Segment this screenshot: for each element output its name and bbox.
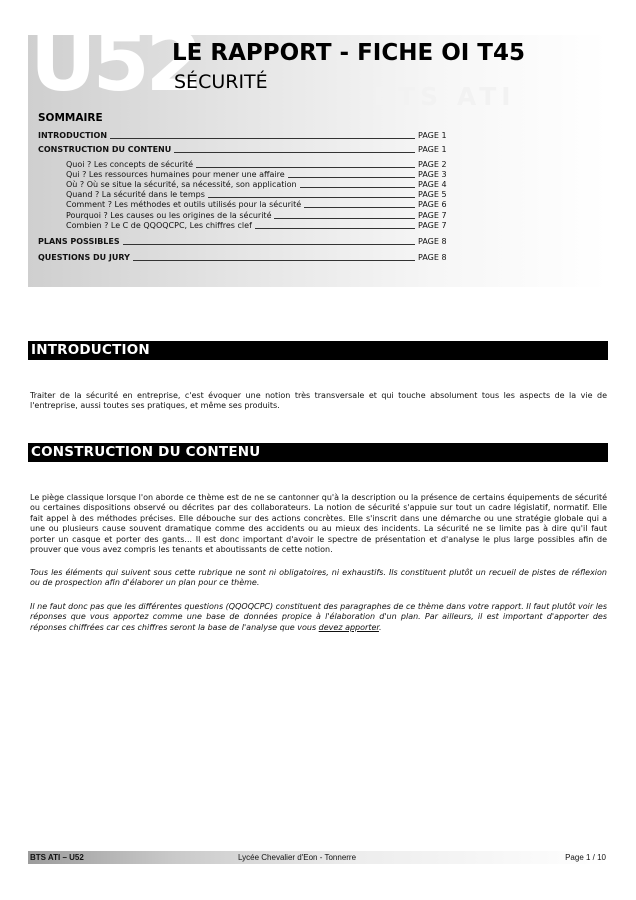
footer-page-number: Page 1 / 10 [565, 853, 606, 862]
toc-entry-page: PAGE 3 [418, 169, 447, 179]
toc-leader [288, 177, 415, 178]
toc-entry-label: Combien ? Le C de QQOQCPC, Les chiffres clef [66, 220, 252, 230]
toc-entry-label: INTRODUCTION [38, 131, 108, 141]
bts-watermark: BTS ATI [374, 82, 516, 111]
toc-entry-quoi[interactable] [38, 158, 458, 168]
toc-entry-introduction[interactable] [38, 130, 458, 140]
introduction-text: Traiter de la sécurité en entreprise, c'est évoquer une notion très transversale et qui touche absolument tous les aspects de la vie de l'entreprise, aussi toutes ses pratiques, et même ses produits. [30, 391, 607, 411]
toc-entry-page: PAGE 8 [418, 236, 447, 246]
toc-leader [208, 197, 415, 198]
toc-entry-page: PAGE 1 [418, 145, 447, 155]
toc-entry-label: QUESTIONS DU JURY [38, 253, 130, 263]
page-footer [28, 851, 608, 864]
construction-paragraph-2: Tous les éléments qui suivent sous cette rubrique ne sont ni obligatoires, ni exhaustifs. Ils constituent plutôt un recueil de pistes de réflexion ou de prospection afin d'élaborer un plan pour ce thème. [30, 568, 607, 588]
toc-entry-qui[interactable] [38, 169, 458, 179]
toc-entry-questions[interactable] [38, 252, 458, 262]
toc-entry-ou[interactable] [38, 179, 458, 189]
toc-entry-page: PAGE 6 [418, 200, 447, 210]
toc-leader [133, 260, 415, 261]
toc-entry-comment[interactable] [38, 199, 458, 209]
toc-entry-label: CONSTRUCTION DU CONTENU [38, 145, 172, 155]
sommaire-title: SOMMAIRE [38, 112, 103, 124]
toc-entry-plans[interactable] [38, 236, 458, 246]
document-subtitle: SÉCURITÉ [174, 71, 268, 93]
toc-leader [196, 167, 415, 168]
toc-entry-label: Quoi ? Les concepts de sécurité [66, 159, 194, 169]
toc-leader [304, 207, 415, 208]
toc-entry-label: Pourquoi ? Les causes ou les origines de la sécurité [66, 210, 272, 220]
toc-leader [274, 218, 415, 219]
toc-entry-label: PLANS POSSIBLES [38, 236, 120, 246]
construction-paragraph-3 [30, 602, 607, 633]
toc-leader [255, 228, 415, 229]
unit-code: U52 [30, 15, 199, 110]
toc-entry-page: PAGE 2 [418, 159, 447, 169]
paragraph-3-text: Il ne faut donc pas que les différentes questions (QQOQCPC) constituent des paragraphes de ce thème dans votre rapport. Il faut plutôt voir les réponses que vous apportez comme une base de données propice à l'élaboration d'un plan. Par ailleurs, il est important d'apporter des réponses chiffrées car ces chiffres seront la base de l'analyse que vous [30, 602, 607, 632]
toc-leader [123, 244, 415, 245]
toc-entry-quand[interactable] [38, 189, 458, 199]
toc-leader [300, 187, 415, 188]
toc-entry-page: PAGE 1 [418, 131, 447, 141]
toc-entry-pourquoi[interactable] [38, 209, 458, 219]
toc-entry-label: Où ? Où se situe la sécurité, sa nécessité, son application [66, 179, 297, 189]
toc-leader [110, 138, 415, 139]
construction-heading: CONSTRUCTION DU CONTENU [28, 443, 608, 462]
paragraph-3-end: . [378, 622, 382, 632]
toc-entry-construction[interactable] [38, 144, 458, 154]
toc-entry-label: Comment ? Les méthodes et outils utilisés pour la sécurité [66, 200, 302, 210]
footer-left: BTS ATI – U52 [30, 853, 84, 862]
construction-paragraph-1: Le piège classique lorsque l'on aborde ce thème est de ne se cantonner qu'à la description ou la présence de certains équipements de sécurité ou certaines dispositions observé ou décrites par des collaborateurs. La notion de sécurité s'appuie sur tout un cadre législatif, normatif. Elle fait appel à des méthodes précises. Elle débouche sur des actions concrètes. Elle s'inscrit dans une démarche ou une stratégie globale qui a une ou plusieurs cause souvent dramatique comme des accidents ou au mieux des incidents. La sécurité ne se limite pas à dire qu'il faut porter un casque et porter des gants... Il est donc important d'avoir le spectre de présentation et d'analyse le plus large possibles afin de prouver que vous avez compris les tenants et aboutissants de cette notion. [30, 493, 607, 555]
toc-entry-label: Quand ? La sécurité dans le temps [66, 190, 205, 200]
toc-entry-page: PAGE 7 [418, 220, 447, 230]
table-of-contents [38, 130, 458, 262]
toc-entry-page: PAGE 5 [418, 190, 447, 200]
toc-entry-combien[interactable] [38, 220, 458, 230]
introduction-heading: INTRODUCTION [28, 341, 608, 360]
paragraph-3-underlined: devez apporter [318, 622, 379, 632]
toc-entry-label: Qui ? Les ressources humaines pour mener une affaire [66, 169, 285, 179]
toc-leader [174, 152, 415, 153]
footer-center: Lycée Chevalier d'Eon - Tonnerre [238, 853, 357, 862]
toc-entry-page: PAGE 8 [418, 253, 447, 263]
document-title: LE RAPPORT - FICHE OI T45 [172, 40, 526, 66]
toc-entry-page: PAGE 4 [418, 179, 447, 189]
toc-entry-page: PAGE 7 [418, 210, 447, 220]
